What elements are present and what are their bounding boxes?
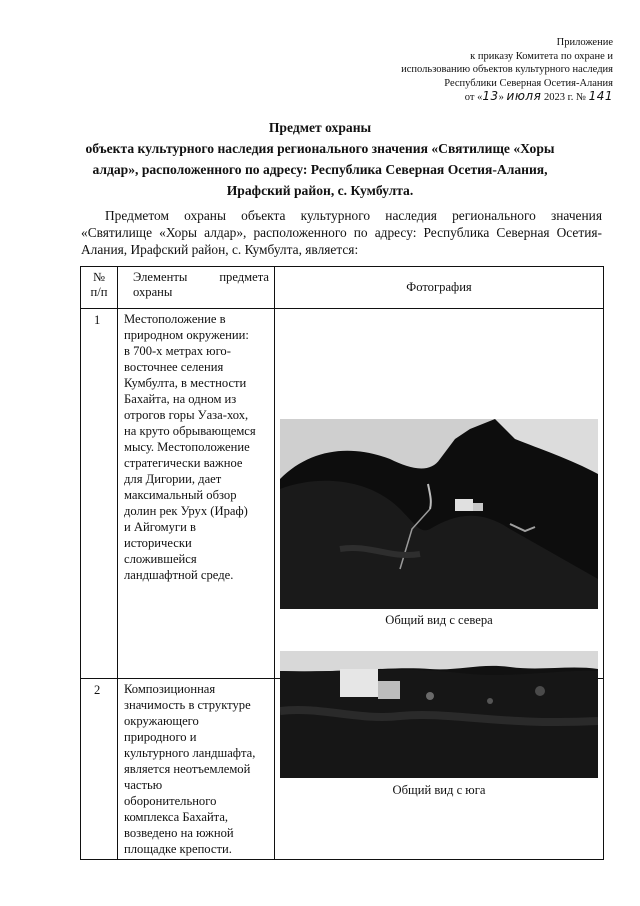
photo-caption: Общий вид с севера <box>385 613 493 627</box>
protection-table <box>80 266 604 860</box>
table-row <box>81 679 604 860</box>
row-number: 1 <box>81 309 118 679</box>
row-description <box>118 679 275 860</box>
title-line: Предмет охраны <box>268 120 372 135</box>
row-description-text: Композиционная значимость в структуре окружающего природного и культурного ландшафта, является неотъемлемой частью оборонительного комплекса Бахайта, возведено на южной площадке крепости. <box>124 682 256 856</box>
header-elements-word1: Элементы <box>133 270 188 284</box>
appendix-line: к приказу Комитета по охране и <box>470 50 613 62</box>
header-elements <box>118 267 275 309</box>
table-header-row <box>81 267 604 309</box>
document-title <box>60 117 580 201</box>
header-elements-line2: охраны <box>133 285 173 299</box>
row-description <box>118 309 275 679</box>
photo-north-view <box>280 419 598 609</box>
title-line: объекта культурного наследия регионального значения «Святилище «Хоры <box>85 141 555 156</box>
date-day: 13 <box>482 89 499 104</box>
photo-south-view <box>280 651 598 778</box>
date-mid: » <box>498 92 507 104</box>
appendix-header <box>353 36 613 105</box>
appendix-line: использованию объектов культурного наследия <box>401 64 613 76</box>
row-description-text: Местоположение в природном окружении: в 700-х метрах юго- восточнее селения Кумбулта, в местности Бахайта, на одном из отрогов горы Уаза-хох, на круто обрывающемся мысу. Местоположение стратегически важное для Дигории, дает максимальный обзор долин рек Урух (Ираф) и Айгомуги в исторически сложившейся ландшафтной среде. <box>124 312 256 582</box>
header-photo: Фотография <box>275 267 604 309</box>
title-line: Ирафский район, с. Кумбулта. <box>226 183 414 198</box>
table-row <box>81 309 604 679</box>
date-suffix: 2023 г. № <box>541 92 589 104</box>
row-photo-cell <box>275 679 604 860</box>
title-line: алдар», расположенного по адресу: Республика Северная Осетия-Алания, <box>92 162 548 177</box>
intro-paragraph <box>81 207 602 258</box>
date-month: июля <box>506 89 542 104</box>
header-number-line2: п/п <box>90 285 108 299</box>
header-number <box>81 267 118 309</box>
row-number: 2 <box>81 679 118 860</box>
row-photo-cell <box>275 309 604 679</box>
appendix-line: Республики Северная Осетия-Алания <box>444 77 613 89</box>
header-elements-word2: предмета <box>219 270 269 284</box>
appendix-date-line <box>353 90 613 105</box>
order-number: 141 <box>588 89 613 104</box>
intro-text: Предметом охраны объекта культурного наследия регионального значения «Святилище «Хоры алдар», расположенного по адресу: Республика Северная Осетия-Алания, Ирафский район, с. Кумбулта, является: <box>81 208 602 257</box>
photo-caption: Общий вид с юга <box>392 783 486 797</box>
appendix-line: Приложение <box>556 37 613 48</box>
date-prefix: от « <box>464 92 483 104</box>
header-number-line1: № <box>92 270 106 284</box>
